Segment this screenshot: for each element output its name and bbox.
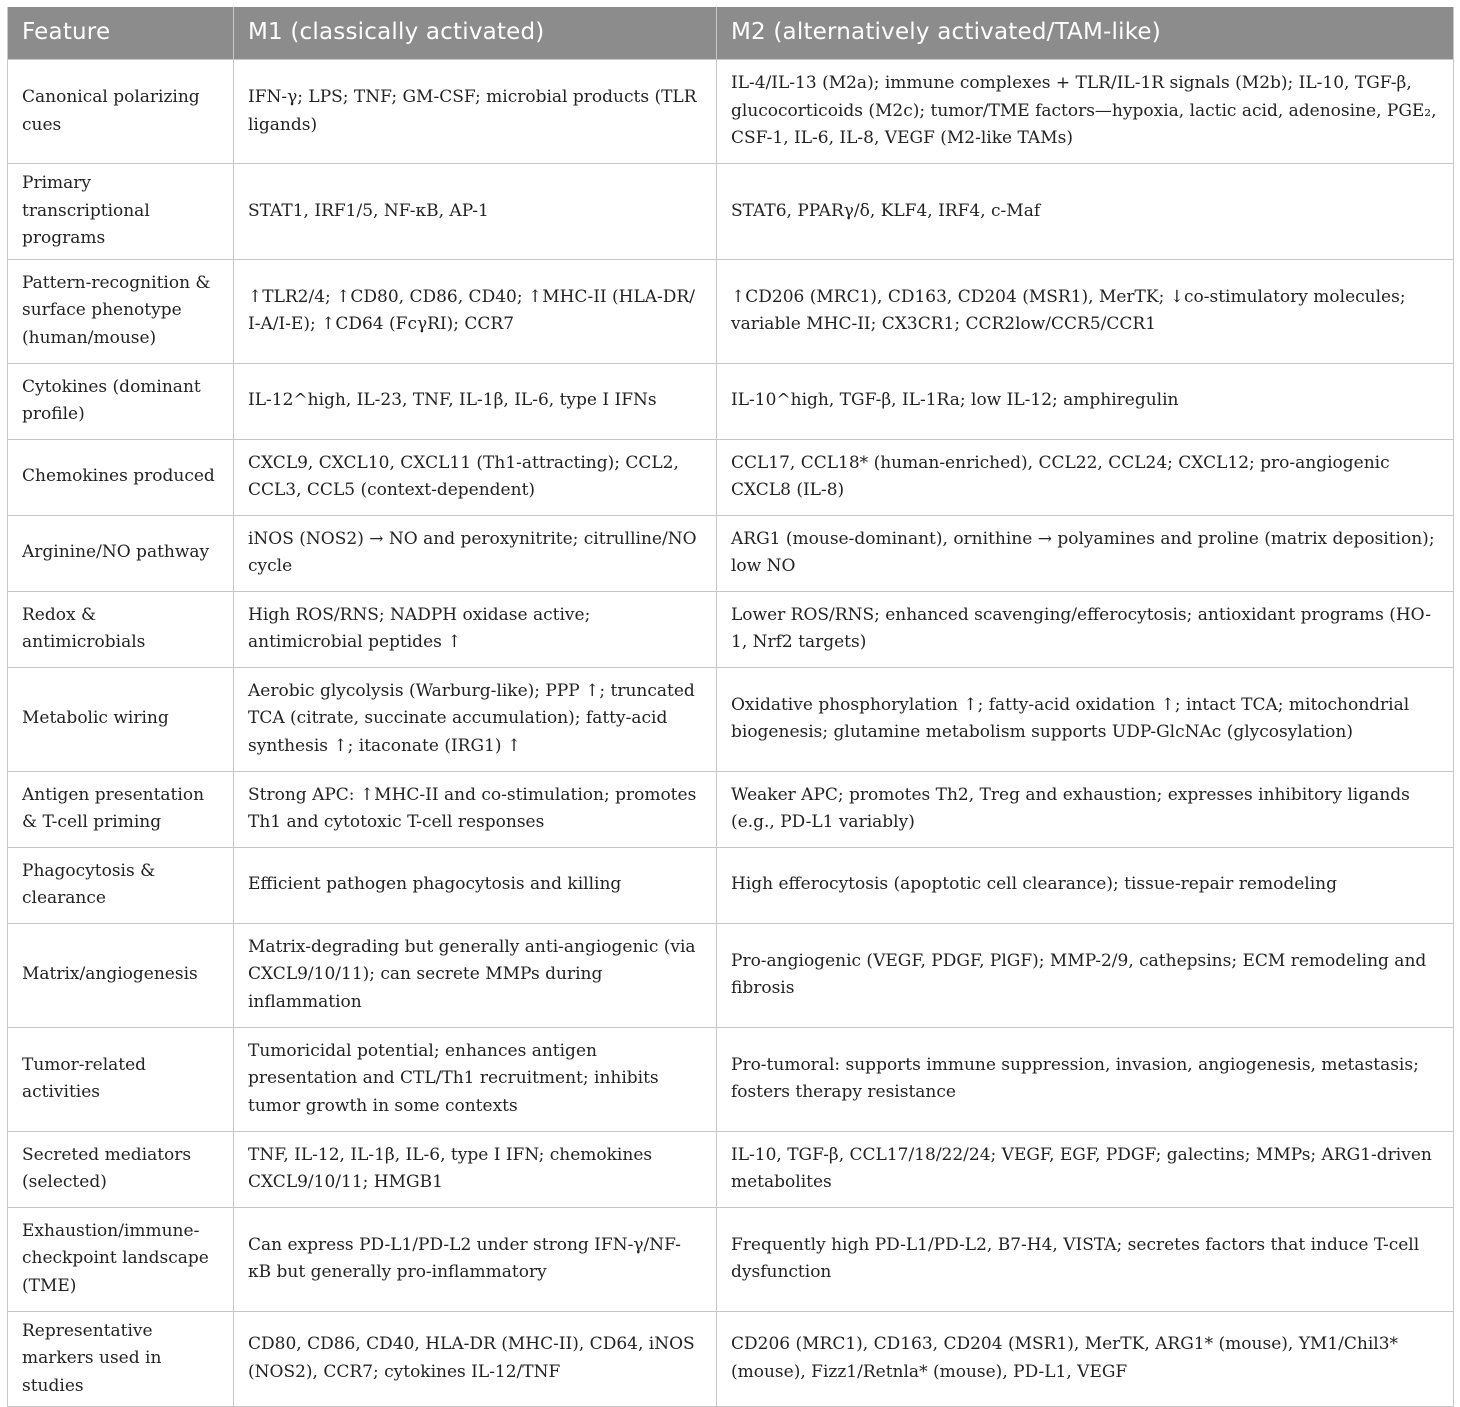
feature-cell: Cytokines (dominant profile) — [8, 363, 234, 439]
m1-cell: Strong APC: ↑MHC-II and co-stimulation; promotes Th1 and cytotoxic T-cell responses — [234, 771, 717, 847]
m1-cell: CD80, CD86, CD40, HLA-DR (MHC-II), CD64, iNOS (NOS2), CCR7; cytokines IL-12/TNF — [234, 1311, 717, 1407]
m2-cell: CD206 (MRC1), CD163, CD204 (MSR1), MerTK, ARG1* (mouse), YM1/Chil3* (mouse), Fizz1/Retnla* (mouse), PD-L1, VEGF — [717, 1311, 1454, 1407]
table-row — [8, 363, 1454, 439]
m1-cell: iNOS (NOS2) → NO and peroxynitrite; citrulline/NO cycle — [234, 515, 717, 591]
m1-cell: Matrix-degrading but generally anti-angiogenic (via CXCL9/10/11); can secrete MMPs during inflammation — [234, 923, 717, 1027]
feature-cell: Exhaustion/immune-checkpoint landscape (TME) — [8, 1207, 234, 1311]
m2-cell: ARG1 (mouse-dominant), ornithine → polyamines and proline (matrix deposition); low NO — [717, 515, 1454, 591]
m2-cell: Pro-tumoral: supports immune suppression, invasion, angiogenesis, metastasis; fosters therapy resistance — [717, 1027, 1454, 1131]
m2-cell: STAT6, PPARγ/δ, KLF4, IRF4, c-Maf — [717, 164, 1454, 260]
table-row — [8, 591, 1454, 667]
table-row — [8, 60, 1454, 164]
table-row — [8, 515, 1454, 591]
header-m2: M2 (alternatively activated/TAM-like) — [717, 7, 1454, 60]
m2-cell: Frequently high PD-L1/PD-L2, B7-H4, VISTA; secretes factors that induce T-cell dysfunction — [717, 1207, 1454, 1311]
table-row — [8, 667, 1454, 771]
m2-cell: Pro-angiogenic (VEGF, PDGF, PlGF); MMP-2/9, cathepsins; ECM remodeling and fibrosis — [717, 923, 1454, 1027]
feature-cell: Antigen presentation & T-cell priming — [8, 771, 234, 847]
feature-cell: Metabolic wiring — [8, 667, 234, 771]
comparison-table-container — [7, 7, 1453, 1407]
feature-cell: Arginine/NO pathway — [8, 515, 234, 591]
m2-cell: IL-10, TGF-β, CCL17/18/22/24; VEGF, EGF, PDGF; galectins; MMPs; ARG1-driven metabolites — [717, 1131, 1454, 1207]
feature-cell: Primary transcriptional programs — [8, 164, 234, 260]
m1-cell: CXCL9, CXCL10, CXCL11 (Th1-attracting); CCL2, CCL3, CCL5 (context-dependent) — [234, 439, 717, 515]
m1-cell: Tumoricidal potential; enhances antigen presentation and CTL/Th1 recruitment; inhibits tumor growth in some contexts — [234, 1027, 717, 1131]
m1-m2-comparison-table — [7, 7, 1454, 1407]
table-row — [8, 771, 1454, 847]
m1-cell: STAT1, IRF1/5, NF-κB, AP-1 — [234, 164, 717, 260]
header-feature: Feature — [8, 7, 234, 60]
feature-cell: Tumor-related activities — [8, 1027, 234, 1131]
table-row — [8, 1207, 1454, 1311]
table-row — [8, 259, 1454, 363]
m2-cell: IL-10^high, TGF-β, IL-1Ra; low IL-12; amphiregulin — [717, 363, 1454, 439]
table-header-row — [8, 7, 1454, 60]
m1-cell: Aerobic glycolysis (Warburg-like); PPP ↑; truncated TCA (citrate, succinate accumulation); fatty-acid synthesis ↑; itaconate (IRG1) ↑ — [234, 667, 717, 771]
m1-cell: ↑TLR2/4; ↑CD80, CD86, CD40; ↑MHC-II (HLA-DR/ I-A/I-E); ↑CD64 (FcγRI); CCR7 — [234, 259, 717, 363]
m2-cell: Weaker APC; promotes Th2, Treg and exhaustion; expresses inhibitory ligands (e.g., PD-L1 variably) — [717, 771, 1454, 847]
m2-cell: Oxidative phosphorylation ↑; fatty-acid oxidation ↑; intact TCA; mitochondrial biogenesis; glutamine metabolism supports UDP-GlcNAc (glycosylation) — [717, 667, 1454, 771]
m1-cell: IL-12^high, IL-23, TNF, IL-1β, IL-6, type I IFNs — [234, 363, 717, 439]
m1-cell: Can express PD-L1/PD-L2 under strong IFN-γ/NF-κB but generally pro-inflammatory — [234, 1207, 717, 1311]
feature-cell: Matrix/angiogenesis — [8, 923, 234, 1027]
table-row — [8, 164, 1454, 260]
table-row — [8, 1131, 1454, 1207]
m2-cell: IL-4/IL-13 (M2a); immune complexes + TLR/IL-1R signals (M2b); IL-10, TGF-β, glucocorticoids (M2c); tumor/TME factors—hypoxia, lactic acid, adenosine, PGE₂, CSF-1, IL-6, IL-8, VEGF (M2-like TAMs) — [717, 60, 1454, 164]
table-row — [8, 1311, 1454, 1407]
feature-cell: Chemokines produced — [8, 439, 234, 515]
m2-cell: ↑CD206 (MRC1), CD163, CD204 (MSR1), MerTK; ↓co-stimulatory molecules; variable MHC-II; CX3CR1; CCR2low/CCR5/CCR1 — [717, 259, 1454, 363]
m2-cell: CCL17, CCL18* (human-enriched), CCL22, CCL24; CXCL12; pro-angiogenic CXCL8 (IL-8) — [717, 439, 1454, 515]
m1-cell: High ROS/RNS; NADPH oxidase active; antimicrobial peptides ↑ — [234, 591, 717, 667]
m1-cell: TNF, IL-12, IL-1β, IL-6, type I IFN; chemokines CXCL9/10/11; HMGB1 — [234, 1131, 717, 1207]
feature-cell: Phagocytosis & clearance — [8, 847, 234, 923]
table-row — [8, 923, 1454, 1027]
feature-cell: Representative markers used in studies — [8, 1311, 234, 1407]
feature-cell: Canonical polarizing cues — [8, 60, 234, 164]
feature-cell: Secreted mediators (selected) — [8, 1131, 234, 1207]
table-row — [8, 847, 1454, 923]
m1-cell: Efficient pathogen phagocytosis and killing — [234, 847, 717, 923]
feature-cell: Redox & antimicrobials — [8, 591, 234, 667]
header-m1: M1 (classically activated) — [234, 7, 717, 60]
table-row — [8, 439, 1454, 515]
feature-cell: Pattern-recognition & surface phenotype (human/mouse) — [8, 259, 234, 363]
m1-cell: IFN-γ; LPS; TNF; GM-CSF; microbial products (TLR ligands) — [234, 60, 717, 164]
m2-cell: High efferocytosis (apoptotic cell clearance); tissue-repair remodeling — [717, 847, 1454, 923]
m2-cell: Lower ROS/RNS; enhanced scavenging/efferocytosis; antioxidant programs (HO-1, Nrf2 targets) — [717, 591, 1454, 667]
table-row — [8, 1027, 1454, 1131]
